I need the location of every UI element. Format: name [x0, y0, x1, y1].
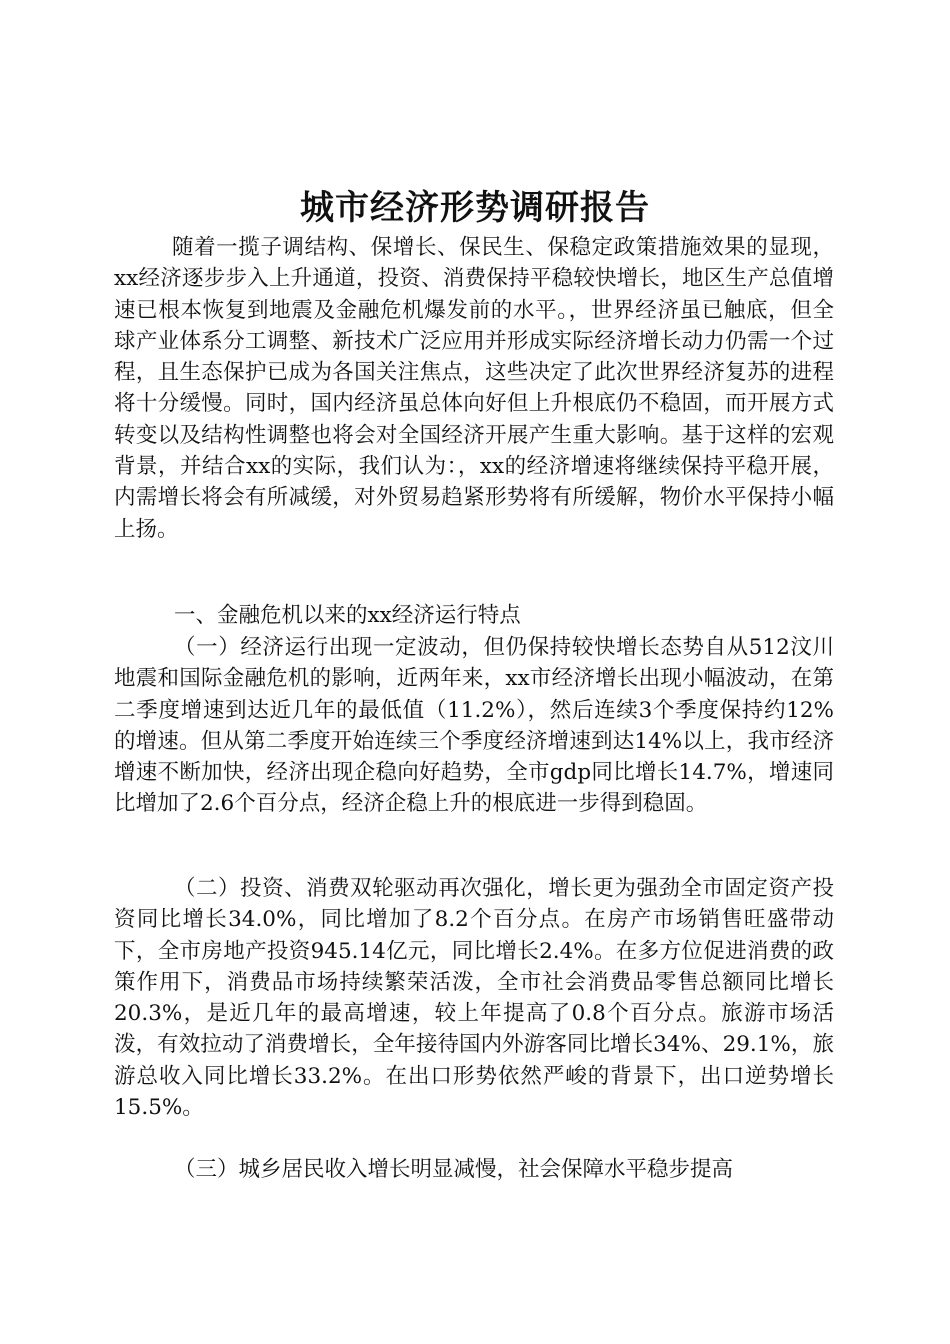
intro-paragraph: 随着一揽子调结构、保增长、保民生、保稳定政策措施效果的显现，xx经济逐步步入上升通道，投资、消费保持平稳较快增长，地区生产总值增速已根本恢复到地震及金融危机爆发前的水平。，世界经济虽已触底，但全球产业体系分工调整、新技术广泛应用并形成实际经济增长动力仍需一个过程，且生态保护已成为各国关注焦点，这些决定了此次世界经济复苏的进程将十分缓慢。同时，国内经济虽总体向好但上升根底仍不稳固，而开展方式转变以及结构性调整也将会对全国经济开展产生重大影响。基于这样的宏观背景，并结合xx的实际，我们认为：，xx的经济增速将继续保持平稳开展，内需增长将会有所减缓，对外贸易趋紧形势将有所缓解，物价水平保持小幅上扬。	[114, 235, 834, 542]
section-heading-1: 一、金融危机以来的xx经济运行特点	[174, 603, 521, 628]
section-3-paragraph: （三）城乡居民收入增长明显减慢，社会保障水平稳步提高	[174, 1157, 734, 1182]
section-1-paragraph: （一）经济运行出现一定波动，但仍保持较快增长态势自从512汶川地震和国际金融危机的影响，近两年来，xx市经济增长出现小幅波动，在第二季度增速到达近几年的最低值（11.2%），然后连续3个季度保持约12%的增速。但从第二季度开始连续三个季度经济增速到达14%以上，我市经济增速不断加快，经济出现企稳向好趋势，全市gdp同比增长14.7%，增速同比增加了2.6个百分点，经济企稳上升的根底进一步得到稳固。	[114, 635, 834, 817]
document-title: 城市经济形势调研报告	[300, 188, 650, 228]
section-2-paragraph: （二）投资、消费双轮驱动再次强化，增长更为强劲全市固定资产投资同比增长34.0%，同比增加了8.2个百分点。在房产市场销售旺盛带动下，全市房地产投资945.14亿元，同比增长2.4%。在多方位促进消费的政策作用下，消费品市场持续繁荣活泼，全市社会消费品零售总额同比增长20.3%，是近几年的最高增速，较上年提高了0.8个百分点。旅游市场活泼，有效拉动了消费增长，全年接待国内外游客同比增长34%、29.1%，旅游总收入同比增长33.2%。在出口形势依然严峻的背景下，出口逆势增长15.5%。	[114, 876, 834, 1121]
